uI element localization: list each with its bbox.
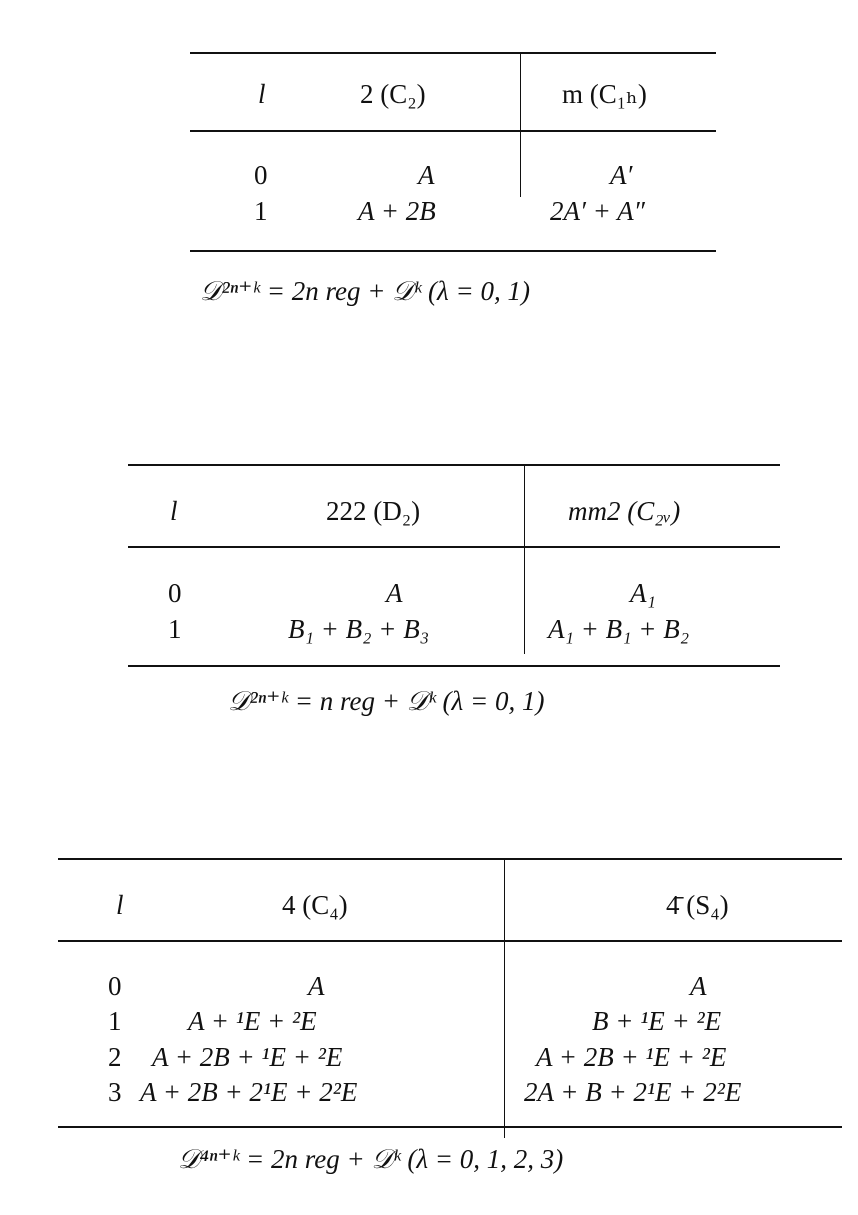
column-header-s4: 4̄ (S₄)	[666, 890, 729, 920]
table-cell: B + ¹E + ²E	[592, 1006, 722, 1036]
table-cell: A₁	[630, 578, 656, 608]
table-cell: A + 2B + ¹E + ²E	[152, 1042, 343, 1072]
decomposition-formula: 𝒟⁴ⁿ⁺ᵏ = 2n reg + 𝒟ᵏ (λ = 0, 1, 2, 3)	[178, 1144, 564, 1174]
row-l-value: 1	[108, 1006, 122, 1036]
table-top-rule	[58, 858, 842, 860]
decomposition-formula: 𝒟²ⁿ⁺ᵏ = n reg + 𝒟ᵏ (λ = 0, 1)	[228, 686, 545, 716]
row-l-value: 0	[108, 971, 122, 1001]
column-divider	[520, 52, 521, 197]
table-header-rule	[58, 940, 842, 942]
table-top-rule	[190, 52, 716, 54]
table-bottom-rule	[190, 250, 716, 252]
table-cell: A	[690, 971, 707, 1001]
column-divider	[504, 858, 505, 1138]
decomposition-formula: 𝒟²ⁿ⁺ᵏ = 2n reg + 𝒟ᵏ (λ = 0, 1)	[200, 276, 530, 306]
table-c4-s4	[58, 856, 842, 1166]
table-cell: A + 2B + 2¹E + 2²E	[140, 1077, 358, 1107]
table-cell: A₁ + B₁ + B₂	[548, 614, 690, 644]
table-cell: 2A′ + A″	[550, 196, 645, 226]
table-header-rule	[190, 130, 716, 132]
table-d2-c2v	[128, 462, 780, 672]
table-cell: A + 2B + ¹E + ²E	[536, 1042, 727, 1072]
column-header-c1h: m (C₁ₕ)	[562, 79, 647, 109]
column-header-l: l	[170, 496, 178, 526]
column-header-l: l	[258, 79, 266, 109]
table-cell: A	[386, 578, 403, 608]
column-header-c2: 2 (C₂)	[360, 79, 426, 109]
table-header-rule	[128, 546, 780, 548]
table-cell: A	[418, 160, 435, 190]
column-header-c2v: mm2 (C₂ᵥ)	[568, 496, 681, 526]
column-header-d2: 222 (D₂)	[326, 496, 421, 526]
table-cell: A	[308, 971, 325, 1001]
column-header-c4: 4 (C₄)	[282, 890, 348, 920]
row-l-value: 3	[108, 1077, 122, 1107]
table-bottom-rule	[58, 1126, 842, 1128]
table-top-rule	[128, 464, 780, 466]
table-bottom-rule	[128, 665, 780, 667]
table-cell: A′	[610, 160, 633, 190]
table-c2-c1h	[190, 50, 716, 260]
row-l-value: 2	[108, 1042, 122, 1072]
column-header-l: l	[116, 890, 124, 920]
table-cell: B₁ + B₂ + B₃	[288, 614, 430, 644]
row-l-value: 0	[254, 160, 268, 190]
table-cell: A + ¹E + ²E	[188, 1006, 317, 1036]
table-cell: A + 2B	[358, 196, 436, 226]
row-l-value: 1	[168, 614, 182, 644]
row-l-value: 1	[254, 196, 268, 226]
row-l-value: 0	[168, 578, 182, 608]
table-cell: 2A + B + 2¹E + 2²E	[524, 1077, 742, 1107]
column-divider	[524, 464, 525, 654]
